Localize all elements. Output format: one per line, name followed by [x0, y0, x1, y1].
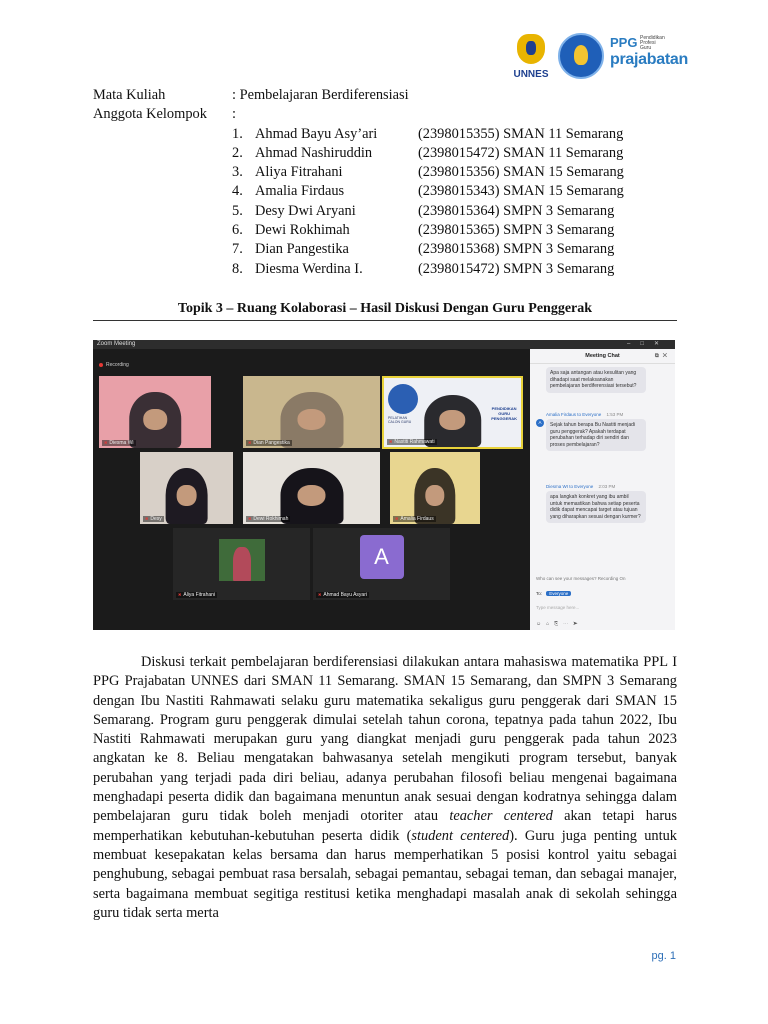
member-name: Dewi Rokhimah — [255, 222, 350, 239]
poster-logo-icon — [388, 384, 418, 414]
video-tile-active-speaker — [382, 376, 523, 449]
member-number: 7. — [232, 241, 243, 258]
window-controls-icon: –□✕ — [627, 341, 669, 347]
unnes-logo-text: UNNES — [513, 69, 549, 80]
member-detail: (2398015368) SMPN 3 Semarang — [418, 241, 615, 258]
member-number: 1. — [232, 125, 243, 142]
chat-message: Sejak tahun berapa Bu Nastiti menjadi guru penggerak? Apakah terdapat perubahan terhadap diri sendiri dan proses pembelajaran? — [546, 419, 646, 451]
member-number: 5. — [232, 202, 243, 219]
participant-avatar: A — [360, 535, 404, 579]
member-number: 3. — [232, 164, 243, 181]
member-detail: (2398015472) SMAN 11 Semarang — [418, 144, 624, 161]
body-text: akan tetapi harus memperhatikan kebutuhan-kebutuhan peserta didik ( — [93, 808, 677, 844]
ppg-logo-tagline: Pendidikan Profesi Guru — [640, 35, 665, 51]
poster-line: GURU — [498, 411, 510, 416]
course-label: Mata Kuliah — [93, 87, 166, 103]
chat-message: Apa saja antangan atau kesulitan yang dihadapi saat melaksanakan pembelajaran berdiferensiasi tersebut? — [546, 367, 646, 393]
participant-name: ✖ Ahmad Bayu Asyari — [316, 592, 369, 598]
ppg-logo-subtitle: prajabatan — [610, 51, 688, 68]
poster-line: PELATIHAN — [388, 416, 408, 420]
participant-name: ✖ Amalia Firdaus — [393, 516, 436, 522]
member-detail: (2398015356) SMAN 15 Semarang — [418, 164, 624, 181]
discussion-body — [93, 653, 677, 923]
chat-sender — [546, 412, 623, 417]
member-name: Aliya Fitrahani — [255, 164, 343, 181]
chat-recipient-select[interactable]: Everyone — [546, 591, 571, 596]
video-tile — [99, 376, 211, 448]
member-number: 8. — [232, 260, 243, 277]
tut-wuri-handayani-logo — [558, 33, 604, 79]
chat-sender — [546, 484, 615, 489]
participant-name: ✖ Aliya Fitrahani — [176, 592, 217, 598]
unnes-logo — [510, 32, 552, 80]
video-tile — [243, 376, 380, 448]
member-name: Amalia Firdaus — [255, 183, 345, 200]
member-detail: (2398015364) SMPN 3 Semarang — [418, 202, 615, 219]
poster-line: CALON GURU — [388, 420, 412, 424]
body-paragraph — [93, 653, 677, 923]
member-number: 6. — [232, 222, 243, 239]
member-name: Dian Pangestika — [255, 241, 349, 258]
participant-name: ✖ Nastiti Rahmawati — [387, 439, 437, 445]
page-number: pg. 1 — [651, 950, 676, 962]
topic-heading: Topik 3 – Ruang Kolaborasi – Hasil Diskusi Dengan Guru Penggerak — [177, 301, 593, 316]
chat-toolbar-icons[interactable]: ☺⌂⎘⋯➤ — [536, 621, 583, 627]
body-emphasis: teacher centered — [449, 808, 553, 825]
meeting-chat-panel — [530, 349, 675, 630]
chat-time: 1:53 PM — [606, 412, 624, 417]
video-tile — [173, 528, 310, 600]
member-name: Desy Dwi Aryani — [255, 202, 356, 219]
poster-line: PENGGERAK — [491, 416, 517, 421]
member-name: Ahmad Nashiruddin — [255, 144, 373, 161]
recording-indicator: Recording — [99, 362, 129, 368]
course-value: : Pembelajaran Berdiferensiasi — [232, 87, 409, 103]
video-gallery — [93, 349, 529, 630]
chat-header — [530, 349, 675, 364]
poster-line: PENDIDIKAN — [491, 406, 517, 411]
zoom-titlebar — [93, 340, 675, 349]
chat-recipient — [536, 591, 571, 596]
participant-name: ✖ Diesma Wi — [102, 440, 136, 446]
chat-visibility-notice: Who can see your messages? Recording On — [536, 576, 626, 581]
participant-photo — [219, 539, 265, 581]
participant-name: ✖ Desy — [143, 516, 164, 522]
chat-title: Meeting Chat — [585, 353, 620, 359]
member-detail: (2398015365) SMPN 3 Semarang — [418, 222, 615, 239]
member-name: Diesma Werdina I. — [255, 260, 363, 277]
video-tile — [140, 452, 233, 524]
chat-to-label: To: — [536, 591, 543, 596]
video-tile — [313, 528, 450, 600]
group-label: Anggota Kelompok — [93, 106, 207, 123]
chat-avatar: A — [536, 419, 544, 427]
zoom-meeting-screenshot — [93, 340, 675, 630]
participant-name: ✖ Dewi Rokhimah — [246, 516, 290, 522]
chat-message-input[interactable]: Type message here... — [536, 605, 580, 610]
chat-popout-close-icon[interactable]: ⧉✕ — [654, 353, 671, 359]
member-detail: (2398015472) SMPN 3 Semarang — [418, 260, 615, 277]
chat-time: 2:03 PM — [598, 484, 616, 489]
ppg-logo-title: PPG — [610, 35, 638, 50]
header-logos — [510, 30, 688, 82]
topic-divider — [93, 320, 677, 321]
group-colon: : — [232, 106, 236, 123]
participant-name: ✖ Dian Pangestika — [246, 440, 292, 446]
ppg-prajabatan-logo — [610, 33, 688, 79]
chat-message: apa langkah konkret yang ibu ambil untuk memastikan bahwa setiap peserta didik dapat mencapai target atau tujuan yang diharapkan sesuai dengan kurmer? — [546, 491, 646, 523]
chat-sender-name: Diesma WI to Everyone — [546, 484, 594, 489]
member-detail: (2398015355) SMAN 11 Semarang — [418, 125, 624, 142]
member-number: 4. — [232, 183, 243, 200]
body-text: ). Guru juga penting untuk membuat kesepakatan kelas bersama dan harus memperhatikan 5 posisi kontrol yaitu sebagai penghubung, sebagai pembuat rasa bersalah, sebagai pemantau, sebagai teman, dan sebagai manajer, serta bagaimana membuat segitiga restitusi ketika menghadapi masalah anak di sekolah sehingga guru tidak serta merta — [93, 827, 677, 921]
member-detail: (2398015343) SMAN 15 Semarang — [418, 183, 624, 200]
chat-sender-name: Amalia Firdaus to Everyone — [546, 412, 602, 417]
body-emphasis: student centered — [411, 827, 510, 844]
member-name: Ahmad Bayu Asy’ari — [255, 125, 378, 142]
zoom-window-title: Zoom Meeting — [97, 341, 136, 347]
video-tile — [390, 452, 480, 524]
member-number: 2. — [232, 144, 243, 161]
video-tile — [243, 452, 380, 524]
body-text: Diskusi terkait pembelajaran berdiferensiasi dilakukan antara mahasiswa matematika PPL I PPG Prajabatan UNNES dari SMAN 11 Semarang. SMAN 15 Semarang, dan SMPN 3 Semarang dengan Ibu Nastiti Rahmawati selaku guru matematika sekaligus guru penggerak dari SMAN 15 Semarang. Program guru penggerak dimulai setelah tahun corona, tepatnya pada tahun 2022, Ibu Nastiti Rahmawati merupakan guru yang diangkat menjadi guru penggerak pada tahun 2023 angkatan ke 8. Beliau mengatakan bahwasanya setelah mengikuti program tersebut, banyak perubahan yang terjadi pada diri beliau, adanya perubahan filosofi beliau mengenai bagaimana menghadapi peserta didik dan bagaimana menuntun anak sesuai dengan kodratnya sehingga dalam pembelajaran guru tidak boleh menjadi otoriter atau — [93, 654, 677, 825]
